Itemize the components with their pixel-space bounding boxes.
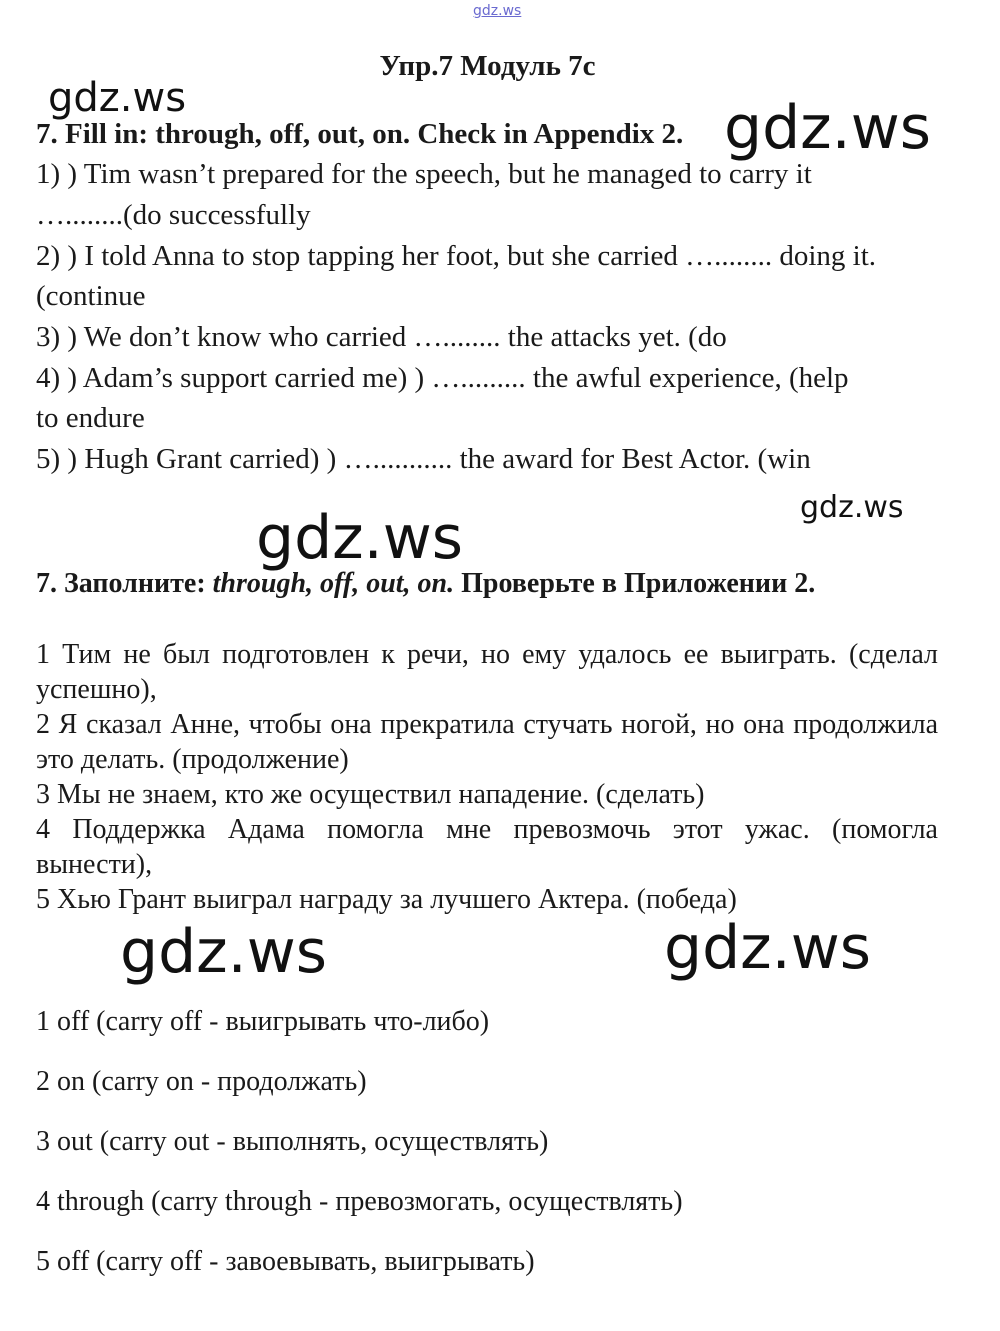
russian-item: 2 Я сказал Анне, чтобы она прекратила стучать ногой, но она продолжила это делать. (продолжение): [36, 709, 938, 775]
english-line: 4) ) Adam’s support carried me) ) …......... the awful experience, (help: [36, 362, 849, 394]
english-line: 2) ) I told Anna to stop tapping her foot, but she carried …........ doing it.: [36, 240, 877, 272]
russian-item: 1 Тим не был подготовлен к речи, но ему удалось ее выиграть. (сделал успешно),: [36, 639, 938, 705]
answer-item: 3 out (carry out - выполнять, осуществлять): [36, 1126, 549, 1157]
answer-item: 5 off (carry off - завоевывать, выигрывать): [36, 1246, 535, 1277]
watermark: gdz.ws: [120, 917, 328, 987]
russian-heading: [36, 570, 815, 598]
english-line: 3) ) We don’t know who carried …........ the attacks yet. (do: [36, 321, 727, 353]
english-line: …........(do successfully: [36, 199, 311, 231]
answer-item: 1 off (carry off - выигрывать что-либо): [36, 1006, 490, 1037]
russian-item: 4 Поддержка Адама помогла мне превозмочь этот ужас. (помогла вынести),: [36, 814, 938, 880]
russian-heading-start: 7. Заполните:: [36, 568, 206, 599]
watermark-top-link[interactable]: gdz.ws: [473, 3, 522, 19]
english-line: to endure: [36, 402, 145, 434]
watermark: gdz.ws: [256, 503, 464, 573]
english-heading: 7. Fill in: through, off, out, on. Check in Appendix 2.: [36, 118, 684, 150]
english-line: 5) ) Hugh Grant carried) ) …........... the award for Best Actor. (win: [36, 443, 811, 475]
russian-item: 3 Мы не знаем, кто же осуществил нападение. (сделать): [36, 779, 705, 810]
watermark: gdz.ws: [800, 490, 904, 525]
russian-heading-end: Проверьте в Приложении 2.: [461, 568, 816, 599]
english-line: 1) ) Tim wasn’t prepared for the speech, but he managed to carry it: [36, 158, 812, 190]
russian-item: 5 Хью Грант выиграл награду за лучшего Актера. (победа): [36, 884, 737, 915]
answer-item: 4 through (carry through - превозмогать, осуществлять): [36, 1186, 683, 1217]
english-line: (continue: [36, 280, 146, 312]
watermark: gdz.ws: [48, 75, 187, 121]
russian-heading-words: through, off, out, on.: [212, 568, 455, 599]
page-title: Упр.7 Модуль 7c: [379, 50, 596, 82]
russian-translation: [36, 637, 938, 917]
watermark: gdz.ws: [724, 93, 932, 163]
answer-item: 2 on (carry on - продолжать): [36, 1066, 367, 1097]
watermark: gdz.ws: [664, 913, 872, 983]
